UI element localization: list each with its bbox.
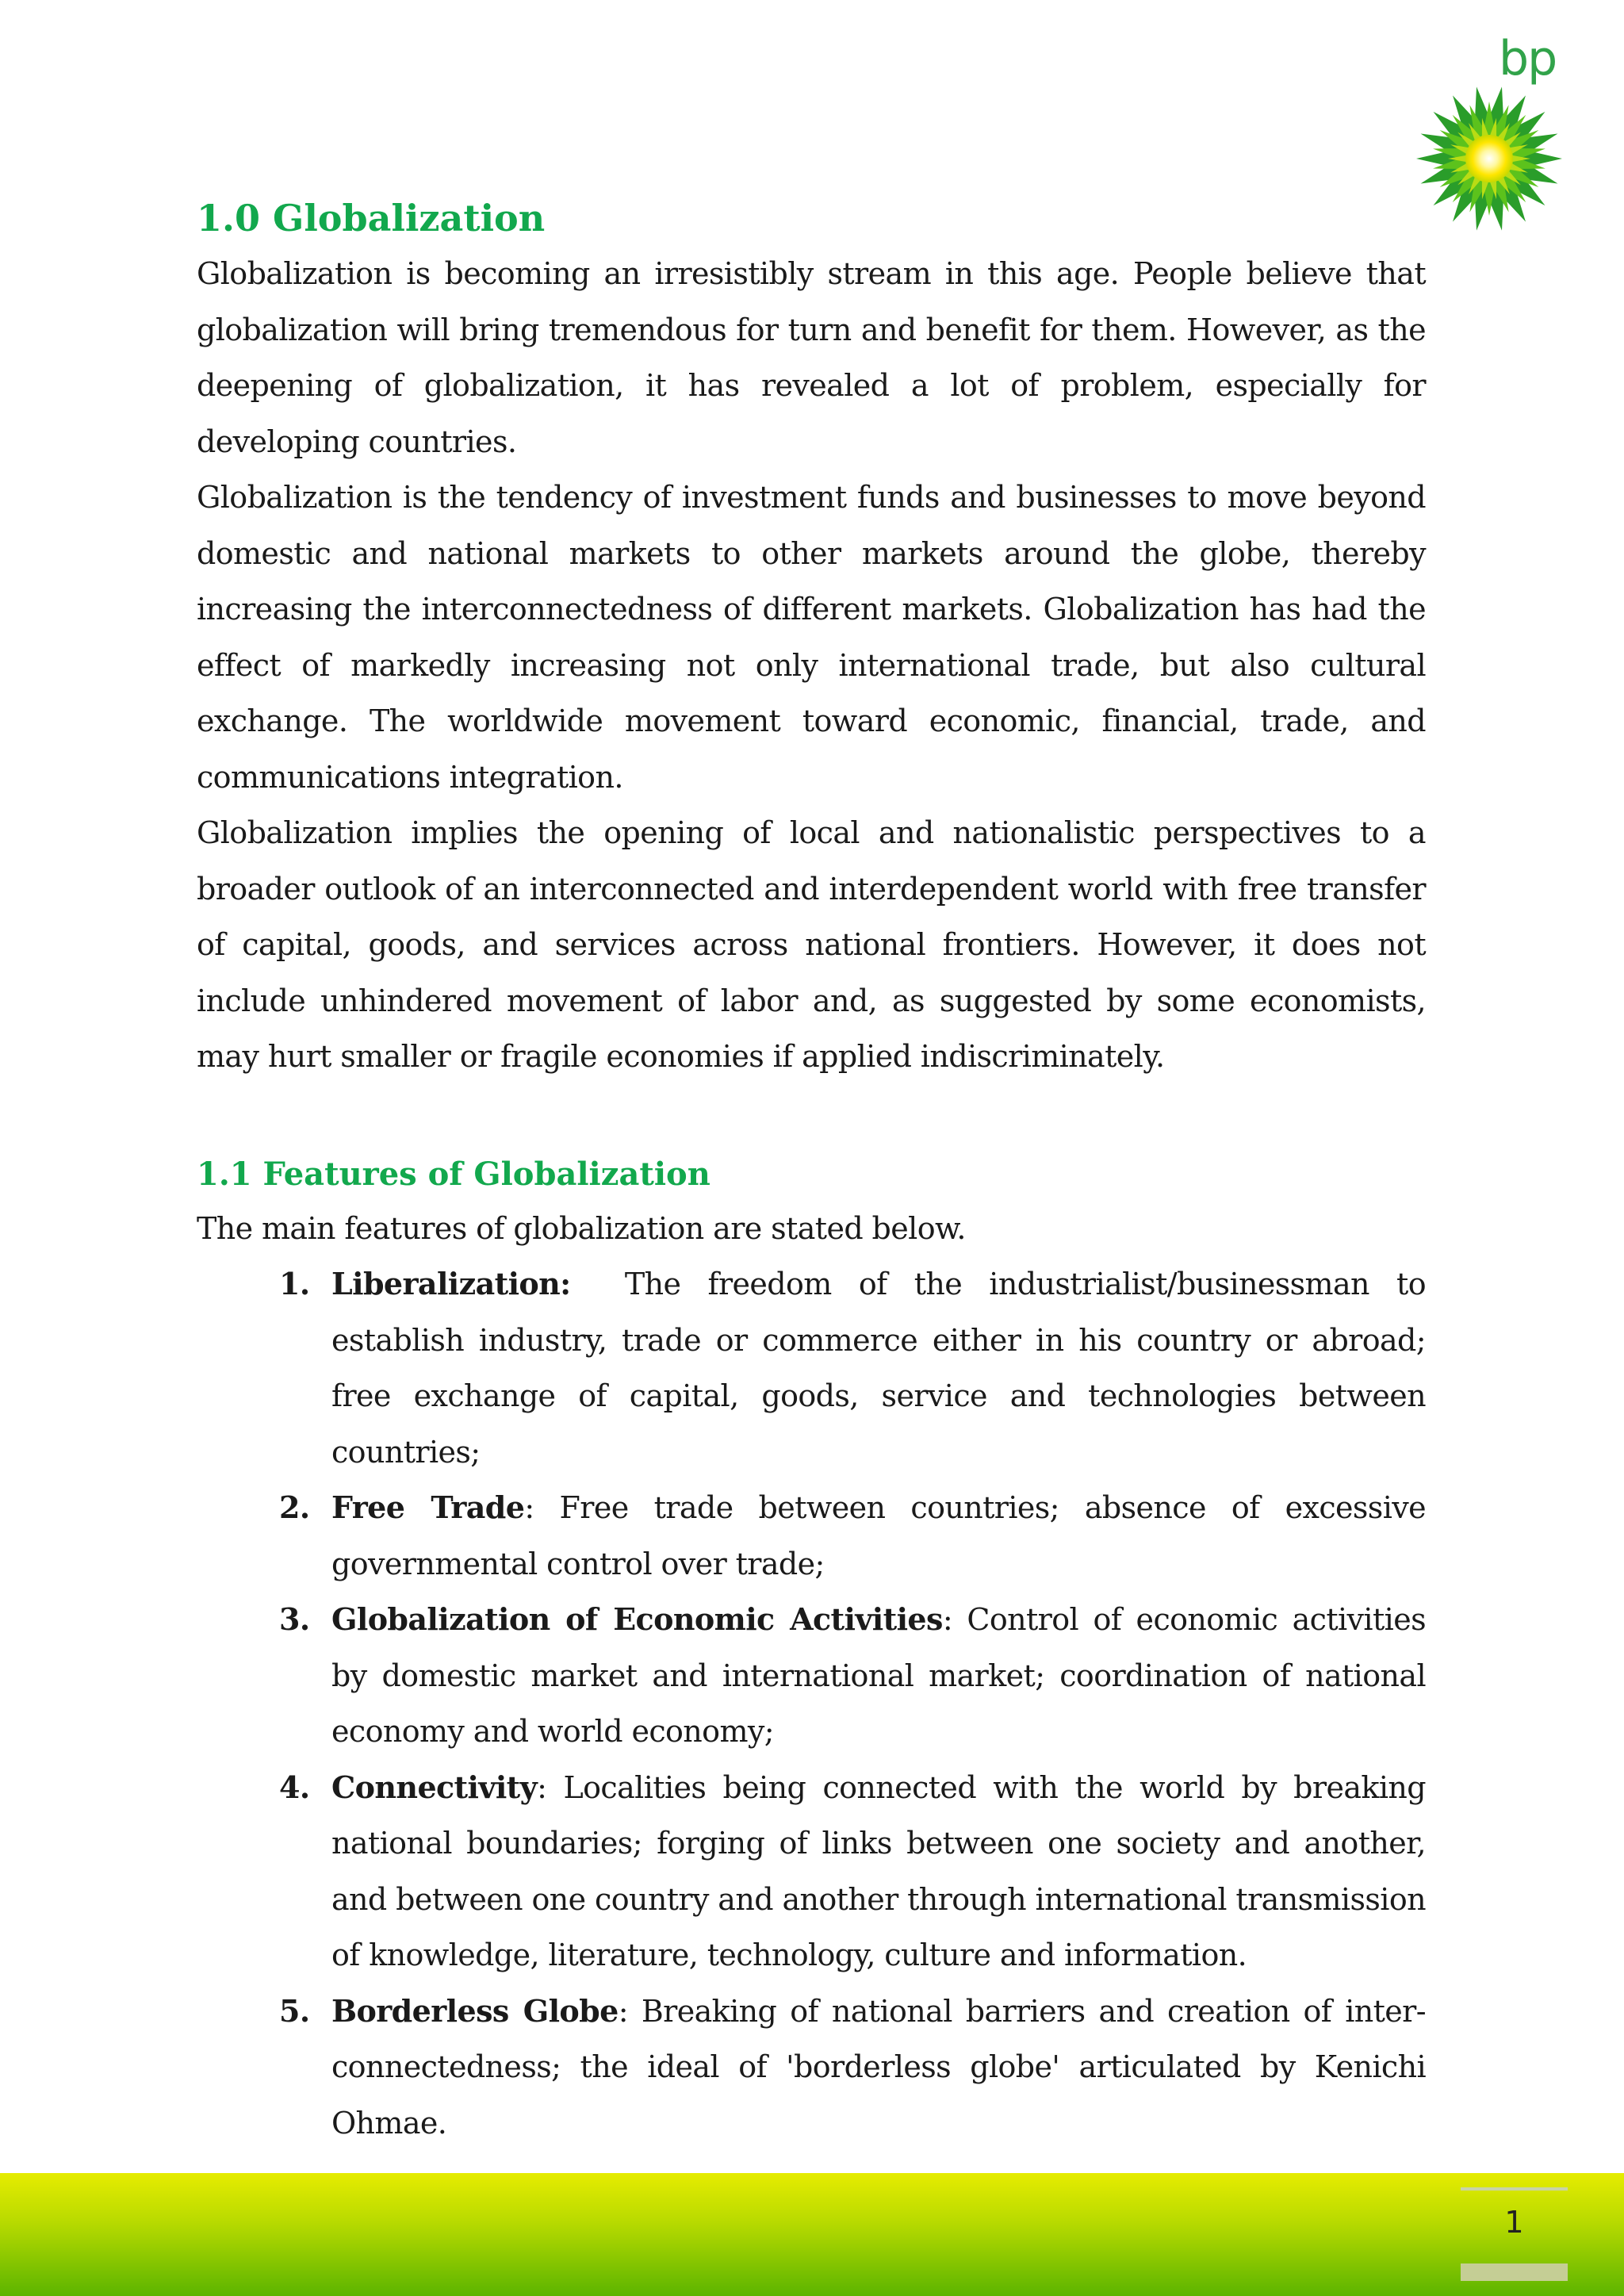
footer-bar [1461, 2263, 1568, 2281]
paragraph: Globalization implies the opening of local and nationalistic perspectives to a broader outlook of an interconnected and interdependent world with free transfer of capital, goods, and services across national frontiers. However, it does not include unhindered movement of labor and, as suggested by some economists, may hurt smaller or fragile economies if applied indiscriminately. [197, 815, 1426, 1074]
list-item-text: : Control of economic activities by domestic market and international market; coordination of national economy and world economy; [331, 1602, 1426, 1749]
list-item-text: The freedom of the industrialist/businessman to establish industry, trade or commerce either in his country or abroad; free exchange of capital, goods, service and technologies between countries; [331, 1267, 1435, 1470]
page-footer [0, 2173, 1624, 2296]
page-number: 1 [1504, 2205, 1524, 2240]
list-item-number: 1. [279, 1266, 310, 1301]
paragraph: Globalization is becoming an irresistibly stream in this age. People believe that globalization will bring tremendous for turn and benefit for them. However, as the deepening of globalization, it has revealed a lot of problem, especially for developing countries. [197, 256, 1426, 459]
features-intro: The main features of globalization are stated below. [197, 1210, 966, 1246]
list-item-term: Globalization of Economic Activities [331, 1601, 943, 1637]
footer-divider [1461, 2187, 1568, 2191]
list-item-number: 2. [279, 1489, 310, 1525]
list-item-number: 4. [279, 1769, 310, 1805]
list-item [197, 1592, 1426, 1760]
list-item-number: 3. [279, 1601, 310, 1637]
list-item-term: Connectivity [331, 1769, 538, 1805]
features-list [197, 1256, 1435, 2151]
list-item-text: : Localities being connected with the world by breaking national boundaries; forging of links between one society and another, and between one country and another through international transmission of knowledge, literature, technology, culture and information. [331, 1769, 1426, 1972]
list-item-term: Liberalization: [331, 1266, 571, 1301]
section-heading-features: 1.1 Features of Globalization [197, 1155, 710, 1193]
paragraph: Globalization is the tendency of investment funds and businesses to move beyond domestic and national markets to other markets around the globe, thereby increasing the interconnectedness of different markets. Globalization has had the effect of markedly increasing not only international trade, but also cultural exchange. The worldwide movement toward economic, financial, trade, and communications integration. [197, 480, 1426, 795]
page-number-box [1461, 2187, 1568, 2281]
list-item [197, 1480, 1426, 1592]
section-spacer [197, 1085, 1426, 1148]
list-item-term: Free Trade [331, 1489, 525, 1525]
list-item [197, 1256, 1435, 1480]
list-item [197, 1760, 1426, 1984]
list-item-term: Borderless Globe [331, 1992, 619, 2029]
bp-logo-text: bp [1499, 31, 1557, 86]
main-content [197, 190, 1435, 2151]
list-item-text: : Free trade between countries; absence of excessive governmental control over trade; [331, 1490, 1427, 1581]
list-item-text: : Breaking of national barriers and creation of inter-connectedness; the ideal of 'borderless globe' articulated by Kenichi Ohmae. [331, 1993, 1426, 2141]
list-item-number: 5. [279, 1992, 310, 2029]
list-item [197, 1984, 1426, 2152]
section-heading-globalization: 1.0 Globalization [197, 197, 546, 240]
